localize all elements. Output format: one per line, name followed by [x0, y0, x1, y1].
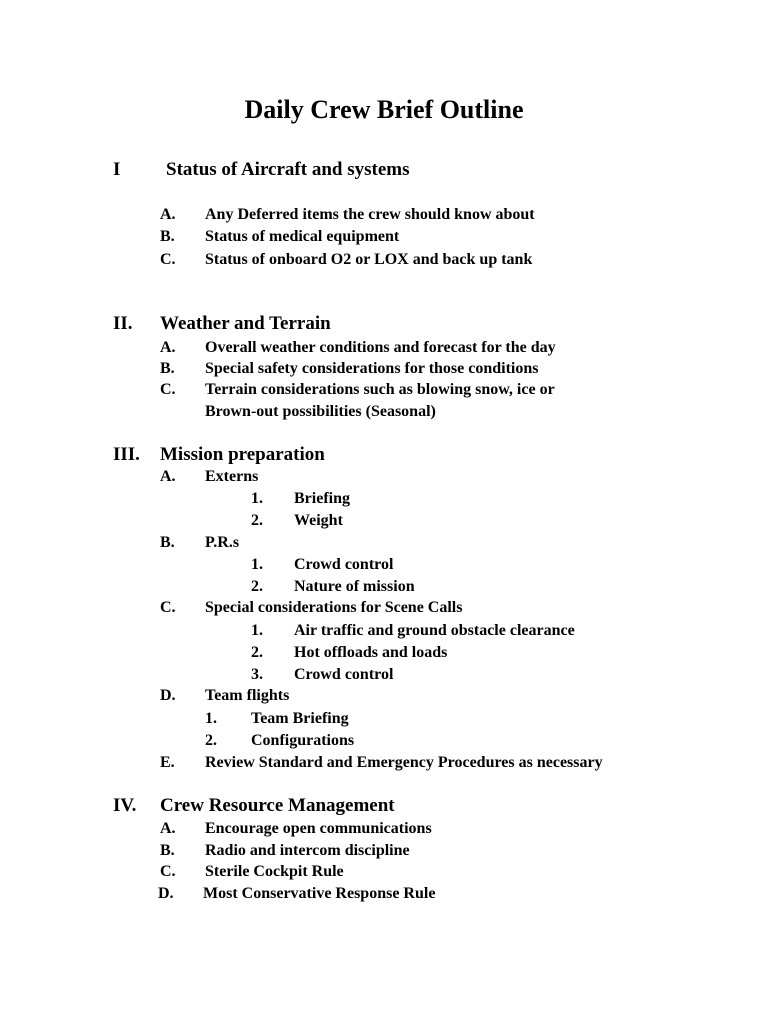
- item-text: Status of medical equipment: [205, 228, 400, 245]
- item-text: Review Standard and Emergency Procedures as necessary: [205, 754, 603, 771]
- subitem-marker: 3.: [251, 666, 263, 683]
- subitem-text: Team Briefing: [251, 710, 349, 727]
- item-text: Special considerations for Scene Calls: [205, 599, 463, 616]
- section-heading: Crew Resource Management: [160, 795, 395, 816]
- subitem-text: Air traffic and ground obstacle clearance: [294, 622, 575, 639]
- section-heading: Status of Aircraft and systems: [166, 159, 410, 180]
- section-number: IV.: [113, 795, 137, 816]
- section-number: III.: [113, 444, 140, 465]
- item-text: Terrain considerations such as blowing snow, ice or: [205, 381, 555, 398]
- subitem-marker: 1.: [251, 622, 263, 639]
- section-number: I: [113, 159, 121, 180]
- item-marker: A.: [160, 339, 176, 356]
- item-text: Sterile Cockpit Rule: [205, 863, 344, 880]
- subitem-marker: 2.: [251, 512, 263, 529]
- section-heading: Weather and Terrain: [160, 313, 331, 334]
- subitem-marker: 1.: [251, 490, 263, 507]
- subitem-text: Configurations: [251, 732, 355, 749]
- subitem-marker: 1.: [251, 556, 263, 573]
- page-title: Daily Crew Brief Outline: [244, 95, 524, 124]
- item-text: Encourage open communications: [205, 820, 432, 837]
- item-marker: E.: [160, 754, 175, 771]
- subitem-text: Nature of mission: [294, 578, 415, 595]
- item-marker: B.: [160, 360, 175, 377]
- item-marker: A.: [160, 468, 176, 485]
- subitem-marker: 1.: [205, 710, 217, 727]
- item-marker: B.: [160, 842, 175, 859]
- subitem-text: Weight: [294, 512, 343, 529]
- item-text: Externs: [205, 468, 259, 485]
- item-marker: B.: [160, 228, 175, 245]
- item-marker: C.: [160, 381, 176, 398]
- subitem-marker: 2.: [205, 732, 217, 749]
- item-marker: D.: [158, 885, 174, 902]
- section-heading: Mission preparation: [160, 444, 325, 465]
- subitem-text: Briefing: [294, 490, 350, 507]
- item-marker: B.: [160, 534, 175, 551]
- item-marker: D.: [160, 687, 176, 704]
- subitem-marker: 2.: [251, 578, 263, 595]
- item-text: Special safety considerations for those conditions: [205, 360, 539, 377]
- item-text: Most Conservative Response Rule: [203, 885, 436, 902]
- item-text: Team flights: [205, 687, 290, 704]
- item-marker: C.: [160, 599, 176, 616]
- item-text: P.R.s: [205, 534, 240, 551]
- subitem-text: Hot offloads and loads: [294, 644, 448, 661]
- item-text-continuation: Brown-out possibilities (Seasonal): [205, 403, 436, 420]
- item-text: Overall weather conditions and forecast for the day: [205, 339, 556, 356]
- item-marker: A.: [160, 820, 176, 837]
- item-text: Status of onboard O2 or LOX and back up tank: [205, 251, 533, 268]
- item-marker: C.: [160, 863, 176, 880]
- subitem-text: Crowd control: [294, 556, 394, 573]
- item-marker: C.: [160, 251, 176, 268]
- subitem-marker: 2.: [251, 644, 263, 661]
- subitem-text: Crowd control: [294, 666, 394, 683]
- item-text: Radio and intercom discipline: [205, 842, 410, 859]
- item-text: Any Deferred items the crew should know about: [205, 206, 535, 223]
- item-marker: A.: [160, 206, 176, 223]
- section-number: II.: [113, 313, 133, 334]
